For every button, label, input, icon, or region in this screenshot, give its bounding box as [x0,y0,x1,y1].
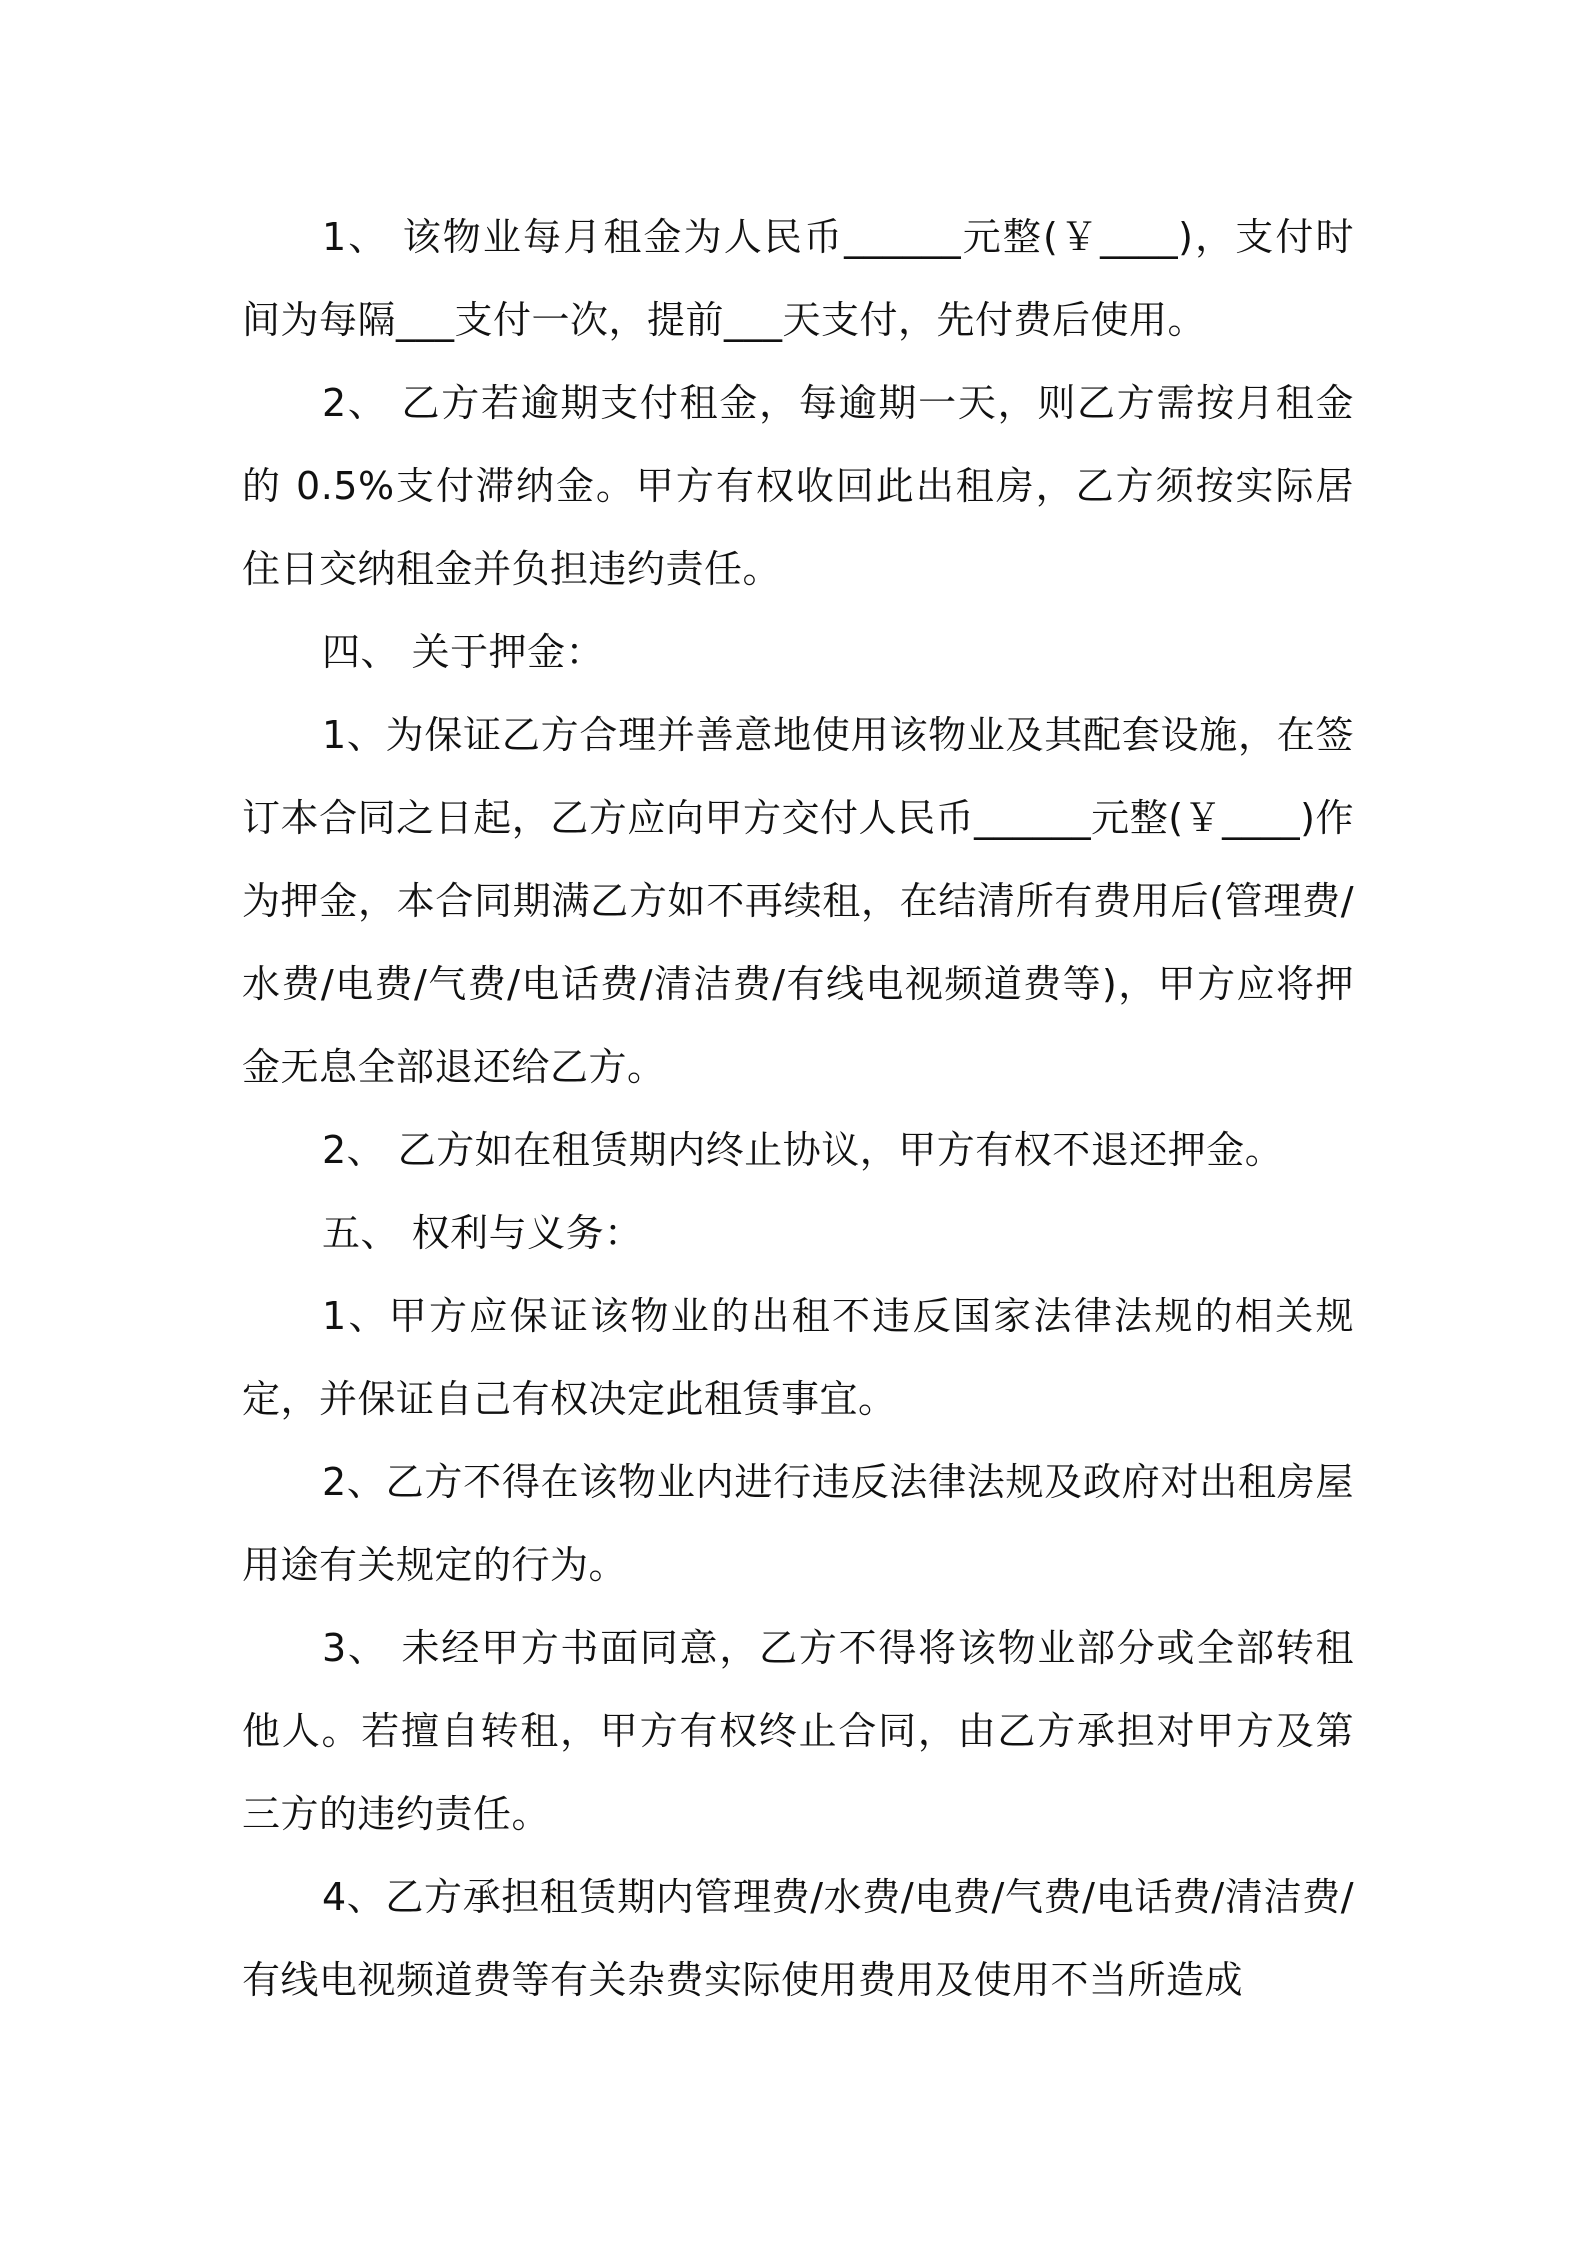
clause-late-payment: 2、 乙方若逾期支付租金，每逾期一天，则乙方需按月租金的 0.5%支付滞纳金。甲方有权收回此出租房，乙方须按实际居住日交纳租金并负担违约责任。 [242,381,1354,591]
clause-lawful-use: 2、乙方不得在该物业内进行违反法律法规及政府对出租房屋用途有关规定的行为。 [242,1460,1354,1587]
section-heading-deposit: 四、 关于押金： [322,630,605,674]
clause-rent-amount: 1、 该物业每月租金为人民币______元整(￥____)，支付时间为每隔___支付一次，提前___天支付，先付费后使用。 [242,215,1354,342]
clause-utility-fees: 4、乙方承担租赁期内管理费/水费/电费/气费/电话费/清洁费/有线电视频道费等有关杂费实际使用费用及使用不当所造成 [242,1875,1354,2002]
document-body [242,196,1354,2022]
clause-sublet: 3、 未经甲方书面同意，乙方不得将该物业部分或全部转租他人。若擅自转租，甲方有权终止合同，由乙方承担对甲方及第三方的违约责任。 [242,1626,1354,1836]
clause-lessor-guarantee: 1、甲方应保证该物业的出租不违反国家法律法规的相关规定，并保证自己有权决定此租赁事宜。 [242,1294,1354,1421]
clause-deposit-payment: 1、为保证乙方合理并善意地使用该物业及其配套设施，在签订本合同之日起，乙方应向甲方交付人民币______元整(￥____)作为押金，本合同期满乙方如不再续租，在结清所有费用后(管理费/水费/电费/气费/电话费/清洁费/有线电视频道费等)，甲方应将押金无息全部退还给乙方。 [242,713,1354,1089]
section-heading-rights-obligations: 五、 权利与义务： [322,1211,643,1255]
clause-deposit-forfeit: 2、 乙方如在租赁期内终止协议，甲方有权不退还押金。 [322,1128,1284,1172]
